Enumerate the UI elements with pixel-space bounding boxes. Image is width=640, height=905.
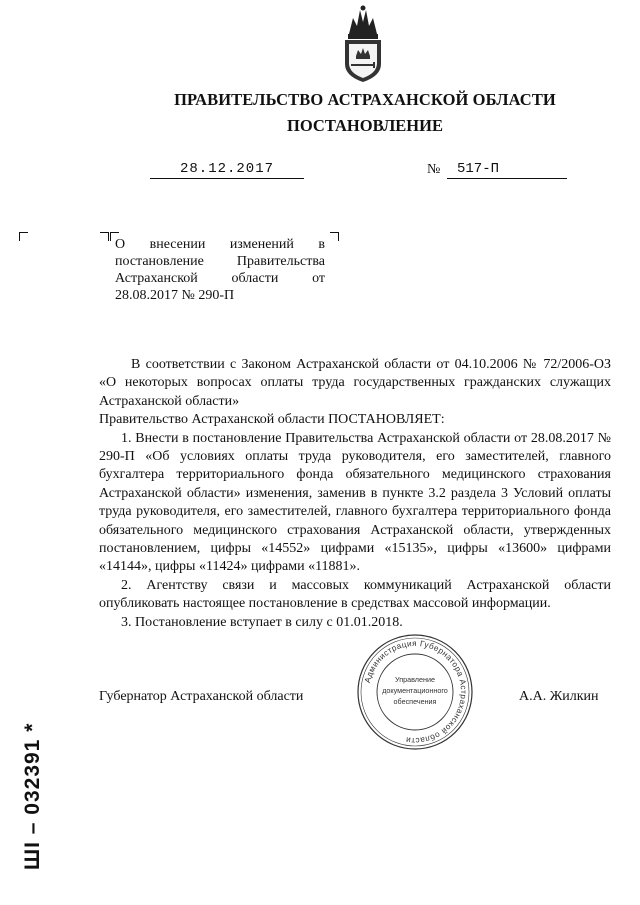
- item-1-paragraph: 1. Внести в постановление Правительства Астраханской области от 28.08.2017 № 290-П «Об условиях оплаты труда руководителя, его заместителей, главного бухгалтера территориального фонда обязательного медицинского страхования Астраханской области» изменения, заменив в пункте 3.2 раздела 3 Условий оплаты труда руководителя, его заместителей, главного бухгалтера территориального фонда обязательного медицинского страхования Астраханской области, утвержденных постановлением, цифры «14552» цифрами «15135», цифры «13600» цифрами «14144», цифры «11424» цифрами «11881».: [99, 430, 611, 575]
- item-3-paragraph: 3. Постановление вступает в силу с 01.01.2018.: [121, 614, 403, 630]
- corner-mark-left: [19, 232, 28, 241]
- seal-inner-line-3: обеспечения: [393, 697, 437, 706]
- item-2-paragraph: 2. Агентству связи и массовых коммуникаций Астраханской области опубликовать настоящее постановление в средствах массовой информации.: [99, 577, 611, 612]
- document-body: [99, 356, 611, 632]
- preamble-paragraph: В соответствии с Законом Астраханской области от 04.10.2006 № 72/2006-ОЗ «О некоторых вопросах оплаты труда государственных гражданских служащих Астраханской области»: [99, 357, 611, 409]
- corner-mark-subject-right: [330, 232, 339, 241]
- coat-of-arms-emblem: [339, 4, 387, 84]
- seal-inner-line-2: документационного: [382, 686, 448, 695]
- seal-outer-text: Администрация Губернатора Астраханской области: [362, 638, 469, 746]
- official-seal: [355, 632, 475, 752]
- signer-position: Губернатор Астраханской области: [99, 689, 304, 704]
- document-type-title: ПОСТАНОВЛЕНИЕ: [287, 116, 443, 135]
- number-sign: №: [427, 162, 441, 177]
- document-date: 28.12.2017: [150, 161, 304, 179]
- serial-number-vertical: [6, 690, 44, 870]
- corner-mark-subject-left: [100, 232, 109, 241]
- resolves-paragraph: Правительство Астраханской области ПОСТАНОВЛЯЕТ:: [99, 412, 445, 428]
- signer-name: А.А. Жилкин: [519, 689, 599, 704]
- document-subject: О внесении изменений в постановление Правительства Астраханской области от 28.08.2017 № 290-П: [115, 237, 325, 303]
- serial-number-text: ШI – 032391 *: [21, 722, 44, 870]
- seal-inner-line-1: Управление: [395, 675, 435, 684]
- document-number: 517-П: [447, 161, 567, 179]
- organization-title: ПРАВИТЕЛЬСТВО АСТРАХАНСКОЙ ОБЛАСТИ: [174, 90, 556, 109]
